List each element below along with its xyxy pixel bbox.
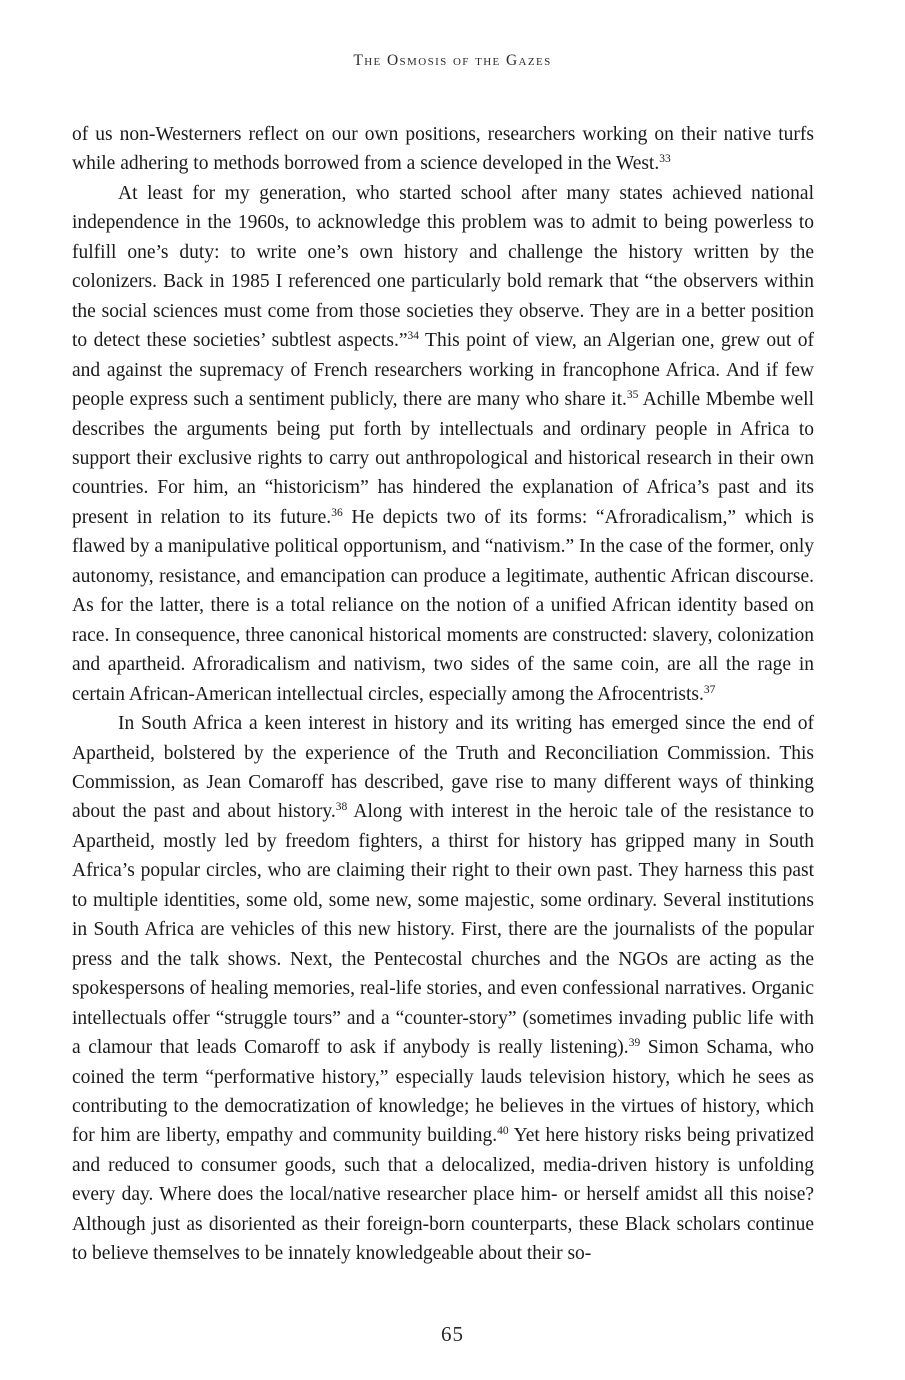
text-run: Achille Mbembe well describes the arguments being put forth by intellectuals and ordinary people in Africa to support their exclusive rights to carry out anthropological and historical research in their own countries. For him, an “historicism” has hindered the explanation of Africa’s past and its present in relation to its future. <box>72 389 814 528</box>
footnote-marker[interactable]: 38 <box>335 801 348 814</box>
paragraph <box>72 179 814 709</box>
text-run: Simon Schama, who coined the term “performative history,” especially lauds television history, which he sees as contributing to the democratization of knowledge; he believes in the virtues of history, which for him are liberty, empathy and community building. <box>72 1037 814 1147</box>
footnote-marker[interactable]: 40 <box>497 1125 509 1138</box>
page-number: 65 <box>441 1322 464 1346</box>
text-run: of us non-Westerners reflect on our own positions, researchers working on their native turfs while adhering to methods borrowed from a science developed in the West. <box>72 124 814 175</box>
footnote-marker[interactable]: 34 <box>407 330 419 343</box>
paragraph <box>72 120 814 179</box>
footnote-marker[interactable]: 35 <box>626 389 639 402</box>
text-run: This point of view, an Algerian one, grew out of and against the supremacy of French researchers working in francophone Africa. And if few people express such a sentiment publicly, there are many who share it. <box>72 330 815 411</box>
footnote-marker[interactable]: 33 <box>659 153 671 166</box>
text-run: He depicts two of its forms: “Afroradicalism,” which is flawed by a manipulative political opportunism, and “nativism.” In the case of the former, only autonomy, resistance, and emancipation can produce a legitimate, authentic African discourse. As for the latter, there is a total reliance on the notion of a unified African identity based on race. In consequence, three canonical historical moments are constructed: slavery, colonization and apartheid. Afroradicalism and nativism, two sides of the same coin, are all the rage in certain African-American intellectual circles, especially among the Afrocentrists. <box>72 506 814 705</box>
text-run: Yet here history risks being privatized and reduced to consumer goods, such that a delocalized, media-driven history is unfolding every day. Where does the local/native researcher place him- or herself amidst all this noise? Although just as disoriented as their foreign-born counterparts, these Black scholars continue to believe themselves to be innately knowledgeable about their so- <box>72 1125 814 1265</box>
paragraph <box>72 709 814 1269</box>
footnote-marker[interactable]: 37 <box>703 683 716 696</box>
body-text <box>72 120 814 1269</box>
text-run: Along with interest in the heroic tale of the resistance to Apartheid, mostly led by freedom fighters, a thirst for history has gripped many in South Africa’s popular circles, who are claiming their right to their own past. They harness this past to multiple identities, some old, some new, some majestic, some ordinary. Several institutions in South Africa are vehicles of this new history. First, there are the journalists of the popular press and the talk shows. Next, the Pentecostal churches and the NGOs are acting as the spokespersons of healing memories, real-life stories, and even confessional narratives. Organic intellectuals offer “struggle tours” and a “counter-story” (sometimes invading public life with a clamour that leads Comaroff to ask if anybody is really listening). <box>72 801 814 1059</box>
footnote-marker[interactable]: 39 <box>628 1037 641 1050</box>
footnote-marker[interactable]: 36 <box>331 506 343 519</box>
text-run: At least for my generation, who started school after many states achieved national independence in the 1960s, to acknowledge this problem was to admit to being powerless to fulfill one’s duty: to write one’s own history and challenge the history written by the colonizers. Back in 1985 I referenced one particularly bold remark that “the observers within the social sciences must come from those societies they observe. They are in a better position to detect these societies’ subtlest aspects.” <box>72 182 814 352</box>
running-head: The Osmosis of the Gazes <box>353 52 552 69</box>
text-run: In South Africa a keen interest in history and its writing has emerged since the end of Apartheid, bolstered by the experience of the Truth and Reconciliation Commission. This Commission, as Jean Comaroff has described, gave rise to many different ways of thinking about the past and about history. <box>72 713 814 823</box>
